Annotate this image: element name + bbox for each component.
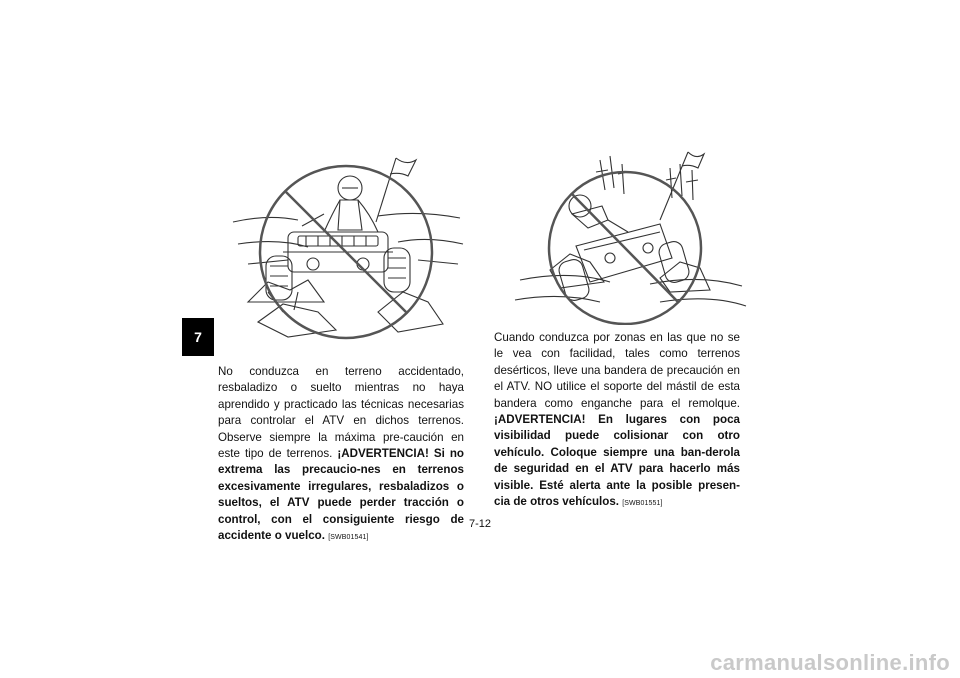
chapter-tab: 7: [182, 318, 214, 356]
right-body-text: Cuando conduzca por zonas en las que no se le vea con facilidad, tales como terrenos desérticos, lleve una bandera de precaución en el ATV. NO utilice el soporte del mástil de esta bandera como enganche para el remolque.: [494, 331, 740, 410]
low-visibility-illustration: [510, 150, 750, 325]
right-warning-code: [SWB01551]: [622, 500, 663, 508]
page-number: 7-12: [468, 518, 492, 530]
rough-terrain-illustration: [228, 152, 468, 362]
watermark: carmanualsonline.info: [710, 650, 950, 675]
right-text-column: [494, 330, 740, 512]
right-warning-text: ¡ADVERTENCIA! En lugares con poca visibilidad puede colisionar con otro vehículo. Coloque siempre una ban-derola de seguridad en el ATV para hacerlo más visible. Esté alerta ante la posible presen-cia de otros vehículos.: [494, 413, 740, 509]
left-body-text: No conduzca en terreno accidentado, resbaladizo o suelto mientras no haya aprendido y practicado las técnicas necesarias para controlar el ATV en dichos terrenos. Observe siempre la máxima pre-caución en este tipo de terrenos.: [218, 365, 464, 461]
left-text-column: [218, 364, 464, 546]
left-warning-code: [SWB01541]: [328, 534, 369, 542]
left-warning-text: ¡ADVERTENCIA! Si no extrema las precaucio-nes en terrenos excesivamente irregulares, resbaladizos o sueltos, el ATV puede perder tracción o control, con el consiguiente riesgo de accidente o vuelco.: [218, 447, 464, 543]
